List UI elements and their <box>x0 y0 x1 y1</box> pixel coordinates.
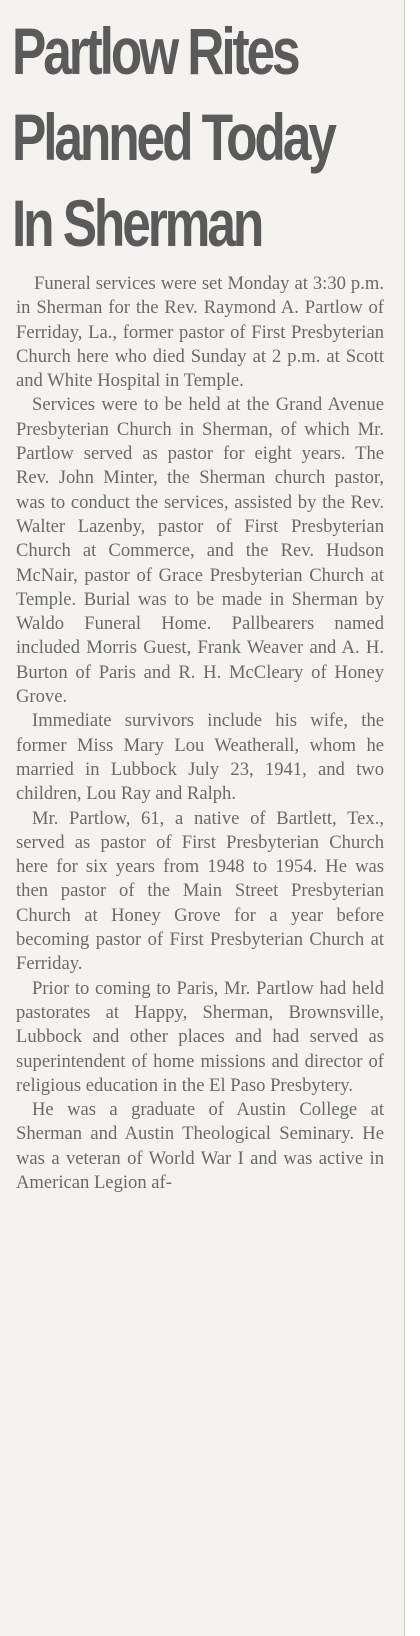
article-paragraph: Services were to be held at the Grand Avenue Presbyterian Church in Sherman, of which Mr. Partlow served as pastor for eight years. The Rev. John Minter, the Sherman church pastor, was to conduct the services, assisted by the Rev. Walter Lazenby, pastor of First Presbyterian Church at Commerce, and the Rev. Hudson McNair, pastor of Grace Presbyterian Church at Temple. Burial was to be made in Sherman by Waldo Funeral Home. Pallbearers named included Morris Guest, Frank Weaver and A. H. Burton of Paris and R. H. McCleary of Honey Grove. <box>16 394 384 708</box>
article-paragraph: Mr. Partlow, 61, a native of Bartlett, Tex., served as pastor of First Presbyterian Church here for six years from 1948 to 1954. He was then pastor of the Main Street Presbyterian Church at Honey Grove for a year before becoming pastor of First Presbyterian Church at Ferriday. <box>16 807 384 975</box>
article-paragraph: He was a graduate of Austin College at Sherman and Austin Theological Seminary. He was a veteran of World War I and was active in American Legion af- <box>16 1099 384 1193</box>
article-paragraph: Funeral services were set Monday at 3:30 p.m. in Sherman for the Rev. Raymond A. Partlow of Ferriday, La., former pastor of First Presbyterian Church here who died Sunday at 2 p.m. at Scott and White Hospital in Temple. <box>16 273 384 392</box>
headline-line-2: Planned Today <box>12 100 334 174</box>
headline <box>12 8 334 266</box>
headline-line-1: Partlow Rites <box>12 14 298 88</box>
article-paragraph: Prior to coming to Paris, Mr. Partlow had held pastorates at Happy, Sherman, Brownsville, Lubbock and other places and had served as superintendent of home missions and director of religious education in the El Paso Presbytery. <box>16 977 384 1096</box>
article-body <box>16 272 384 1195</box>
headline-line-3: In Sherman <box>12 186 262 260</box>
torn-edge-fade <box>0 1608 404 1636</box>
article-paragraph: Immediate survivors include his wife, the former Miss Mary Lou Weatherall, whom he married in Lubbock July 23, 1941, and two children, Lou Ray and Ralph. <box>16 710 384 805</box>
